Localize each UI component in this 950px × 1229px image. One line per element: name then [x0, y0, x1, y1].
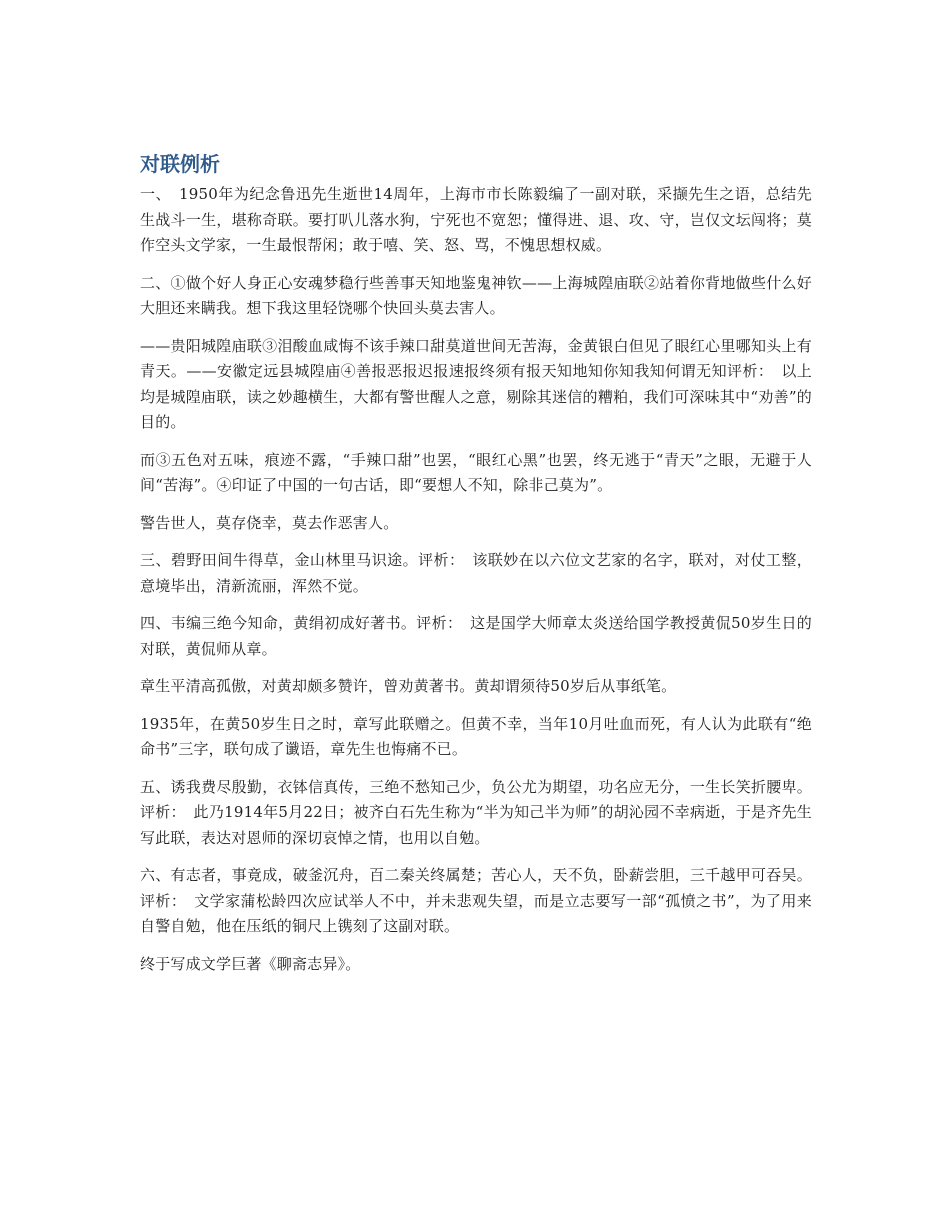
paragraph-8: 章生平清高孤傲，对黄却颇多赞许，曾劝黄著书。黄却谓须待50岁后从事纸笔。	[140, 677, 677, 695]
paragraph-3: ——贵阳城隍庙联③泪酸血咸悔不该手辣口甜莫道世间无苦海，金黄银白但见了眼红心里哪知头上有青天。——安徽定远县城隍庙④善报恶报迟报速报终须有报天知地知你知我知何谓无知评析： 以上均是城隍庙联，读之妙趣横生，大都有警世醒人之意，剔除其迷信的糟粕，我们可深味其中“劝善”的目的。	[140, 336, 812, 431]
paragraph-9: 1935年，在黄50岁生日之时，章写此联赠之。但黄不幸，当年10月吐血而死，有人认为此联有“绝命书”三字，联句成了谶语，章先生也悔痛不已。	[140, 714, 812, 758]
document-page	[140, 150, 812, 989]
paragraph-4: 而③五色对五味，痕迹不露，“手辣口甜”也罢，“眼红心黑”也罢，终无逃于“青天”之眼，无避于人间“苦海”。④印证了中国的一句古话，即“要想人不知，除非己莫为”。	[140, 450, 812, 494]
paragraph-5: 警告世人，莫存侥幸，莫去作恶害人。	[140, 513, 399, 532]
paragraph-2: 二、①做个好人身正心安魂梦稳行些善事天知地鉴鬼神钦——上海城隍庙联②站着你背地做些什么好大胆还来瞒我。想下我这里轻饶哪个快回头莫去害人。	[140, 273, 812, 317]
paragraph-12: 终于写成文学巨著《聊斋志异》。	[140, 954, 361, 973]
paragraph-6: 三、碧野田间牛得草，金山林里马识途。评析： 该联妙在以六位文艺家的名字，联对，对仗工整，意境毕出，清新流丽，浑然不觉。	[140, 551, 812, 595]
paragraph-10: 五、诱我费尽殷勤，衣钵信真传，三绝不愁知己少，负公尤为期望，功名应无分，一生长笑折腰卑。评析： 此乃1914年5月22日；被齐白石先生称为“半为知己半为师”的胡沁园不幸病逝，于是齐先生写此联，表达对恩师的深切哀悼之情，也用以自勉。	[140, 777, 812, 847]
paragraph-7: 四、韦编三绝今知命，黄绢初成好著书。评析： 这是国学大师章太炎送给国学教授黄侃50岁生日的对联，黄侃师从章。	[140, 614, 812, 658]
paragraph-11: 六、有志者，事竟成，破釜沉舟，百二秦关终属楚；苦心人，天不负，卧薪尝胆，三千越甲可吞吴。评析： 文学家蒲松龄四次应试举人不中，并未悲观失望，而是立志要写一部“孤愤之书”，为了用来自警自勉，他在压纸的铜尺上镌刻了这副对联。	[140, 866, 812, 935]
document-title: 对联例析	[140, 152, 220, 176]
paragraph-1: 一、 1950年为纪念鲁迅先生逝世14周年，上海市市长陈毅编了一副对联，采撷先生之语，总结先生战斗一生，堪称奇联。要打叭儿落水狗，宁死也不宽恕；懂得进、退、攻、守，岂仅文坛闯将；莫作空头文学家，一生最恨帮闲；敢于嘻、笑、怒、骂，不愧思想权威。	[140, 185, 812, 254]
